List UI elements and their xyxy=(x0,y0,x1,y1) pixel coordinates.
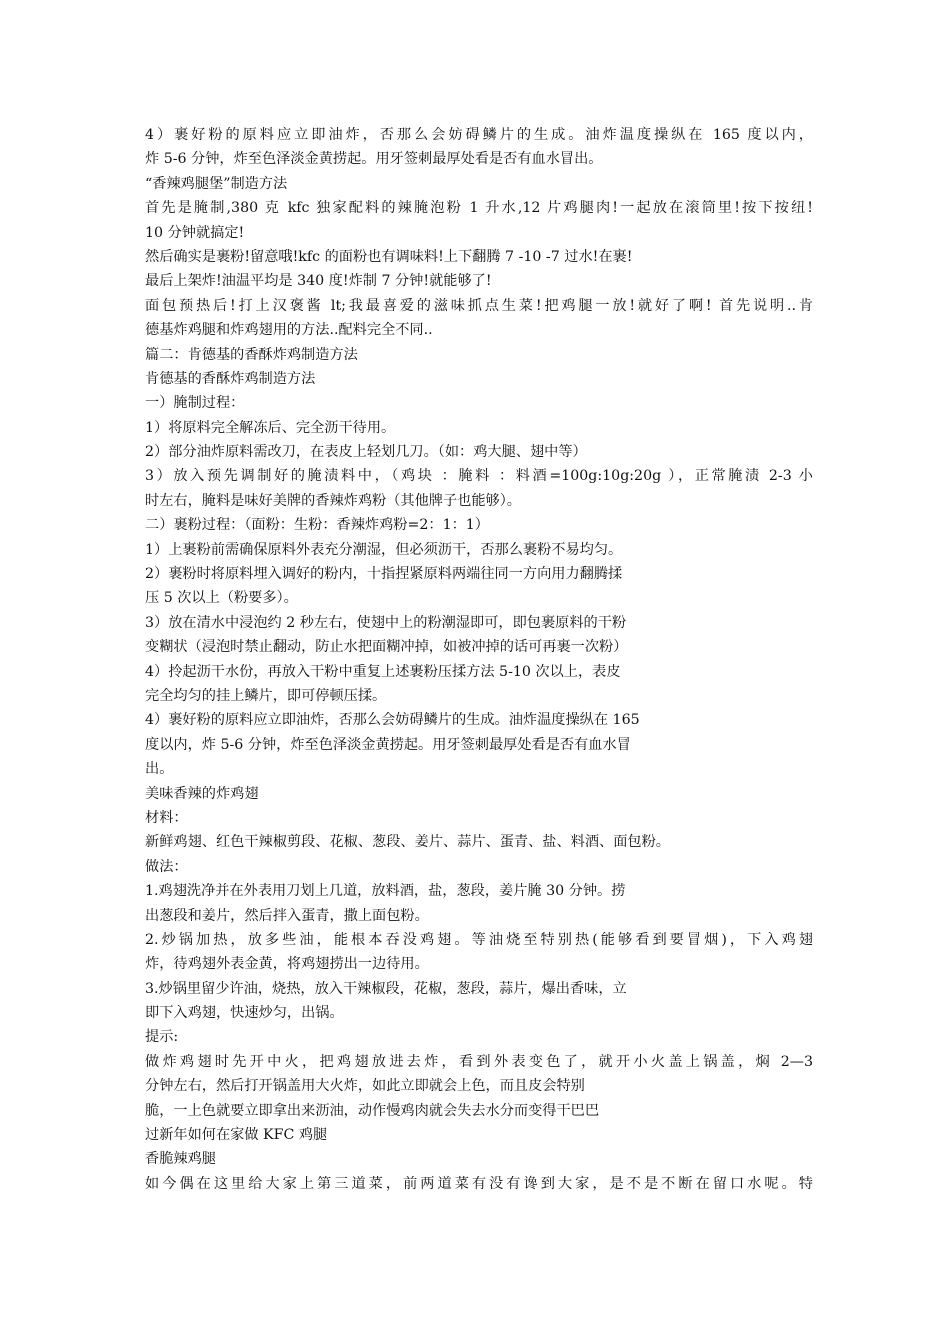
section-title: 篇二：肯德基的香酥炸鸡制造方法 xyxy=(145,346,358,363)
text-line: 最后上架炸!油温平均是 340 度!炸制 7 分钟!就能够了! xyxy=(145,273,492,290)
text-line: 1.鸡翅洗净并在外表用刀划上几道，放料酒，盐，葱段，姜片腌 30 分钟。捞 xyxy=(145,883,626,900)
text-line: 变糊状（浸泡时禁止翻动，防止水把面糊冲掉，如被冲掉的话可再裹一次粉） xyxy=(145,639,628,656)
section-title: “香辣鸡腿堡”制造方法 xyxy=(145,175,288,192)
text-line: 即下入鸡翅，快速炒匀，出锅。 xyxy=(145,1005,344,1022)
text-line: 4）裹好粉的原料应立即油炸，否那么会妨碍鳞片的生成。油炸温度操纵在 165 度以内， xyxy=(145,127,813,143)
section-title: 香脆辣鸡腿 xyxy=(145,1151,216,1168)
text-line: 2）裹粉时将原料埋入调好的粉内，十指捏紧原料两端往同一方向用力翻腾揉 xyxy=(145,566,623,583)
text-line: 炸，待鸡翅外表金黄，将鸡翅捞出一边待用。 xyxy=(145,956,429,973)
text-line: 4）拎起沥干水份，再放入干粉中重复上述裹粉压揉方法 5-10 次以上，表皮 xyxy=(145,663,621,680)
text-line: 德基炸鸡腿和炸鸡翅用的方法..配料完全不同.. xyxy=(145,322,433,339)
text-line: 1）将原料完全解冻后、完全沥干待用。 xyxy=(145,419,396,436)
text-line: 度以内，炸 5-6 分钟，炸至色泽淡金黄捞起。用牙签刺最厚处看是否有血水冒 xyxy=(145,736,631,753)
text-line: 出。 xyxy=(145,761,174,778)
text-line: 分钟左右，然后打开锅盖用大火炸，如此立即就会上色，而且皮会特别 xyxy=(145,1078,585,1095)
text-line: 3.炒锅里留少许油，烧热，放入干辣椒段，花椒，葱段，蒜片，爆出香味，立 xyxy=(145,980,627,997)
text-line: 2）部分油炸原料需改刀，在表皮上轻划几刀。（如：鸡大腿、翅中等） xyxy=(145,444,587,461)
section-title: 过新年如何在家做 KFC 鸡腿 xyxy=(145,1127,328,1144)
text-line: 如今偶在这里给大家上第三道菜，前两道菜有没有谗到大家，是不是不断在留口水呢。特 xyxy=(145,1175,813,1192)
text-line: 4）裹好粉的原料应立即油炸，否那么会妨碍鳞片的生成。油炸温度操纵在 165 xyxy=(145,712,640,729)
text-line: 新鲜鸡翅、红色干辣椒剪段、花椒、葱段、姜片、蒜片、蛋青、盐、料酒、面包粉。 xyxy=(145,834,670,851)
text-line: 时左右，腌料是味好美牌的香辣炸鸡粉（其他牌子也能够）。 xyxy=(145,492,521,509)
text-line: 面包预热后!打上汉褒酱 lt;我最喜爱的滋味抓点生菜!把鸡腿一放!就好了啊! 首先说明..肯 xyxy=(145,297,813,314)
text-line: 做炸鸡翅时先开中火，把鸡翅放进去炸，看到外表变色了，就开小火盖上锅盖，焖 2—3 xyxy=(145,1053,813,1070)
text-line: 一）腌制过程： xyxy=(145,395,245,412)
text-line: 提示: xyxy=(145,1029,179,1046)
text-line: 3）放入预先调制好的腌渍料中，（鸡块 ：腌料 ：料酒=100g:10g:20g ），正常腌渍 2-3 小 xyxy=(145,468,813,485)
section-title: 肯德基的香酥炸鸡制造方法 xyxy=(145,370,316,387)
text-line: 炸 5-6 分钟，炸至色泽淡金黄捞起。用牙签刺最厚处看是否有血水冒出。 xyxy=(145,151,603,168)
text-line: 二）裹粉过程：（面粉：生粉：香辣炸鸡粉=2：1：1） xyxy=(145,517,489,534)
document-body xyxy=(145,123,813,1196)
section-title: 美味香辣的炸鸡翅 xyxy=(145,785,259,802)
text-line: 压 5 次以上（粉要多）。 xyxy=(145,590,298,607)
text-line: 首先是腌制,380 克 kfc 独家配料的辣腌泡粉 1 升水,12 片鸡腿肉!一起放在滚筒里!按下按纽! xyxy=(145,200,813,217)
text-line: 3）放在清水中浸泡约 2 秒左右，使翅中上的粉潮湿即可，即包裹原料的干粉 xyxy=(145,614,627,631)
text-line: 然后确实是裹粉!留意哦!kfc 的面粉也有调味料!上下翻腾 7 -10 -7 过水!在裹! xyxy=(145,248,633,265)
text-line: 1）上裹粉前需确保原料外表充分潮湿，但必须沥干，否那么裹粉不易均匀。 xyxy=(145,541,623,558)
text-line: 材料： xyxy=(145,809,188,826)
text-line: 做法： xyxy=(145,858,188,875)
text-line: 出葱段和姜片，然后拌入蛋青，撒上面包粉。 xyxy=(145,907,429,924)
text-line: 2.炒锅加热，放多些油，能根本吞没鸡翅。等油烧至特别热(能够看到要冒烟)，下入鸡翅 xyxy=(145,931,813,948)
text-line: 脆，一上色就要立即拿出来沥油，动作慢鸡肉就会失去水分而变得干巴巴 xyxy=(145,1102,600,1119)
text-line: 完全均匀的挂上鳞片，即可停顿压揉。 xyxy=(145,687,387,704)
text-line: 10 分钟就搞定! xyxy=(145,224,245,241)
